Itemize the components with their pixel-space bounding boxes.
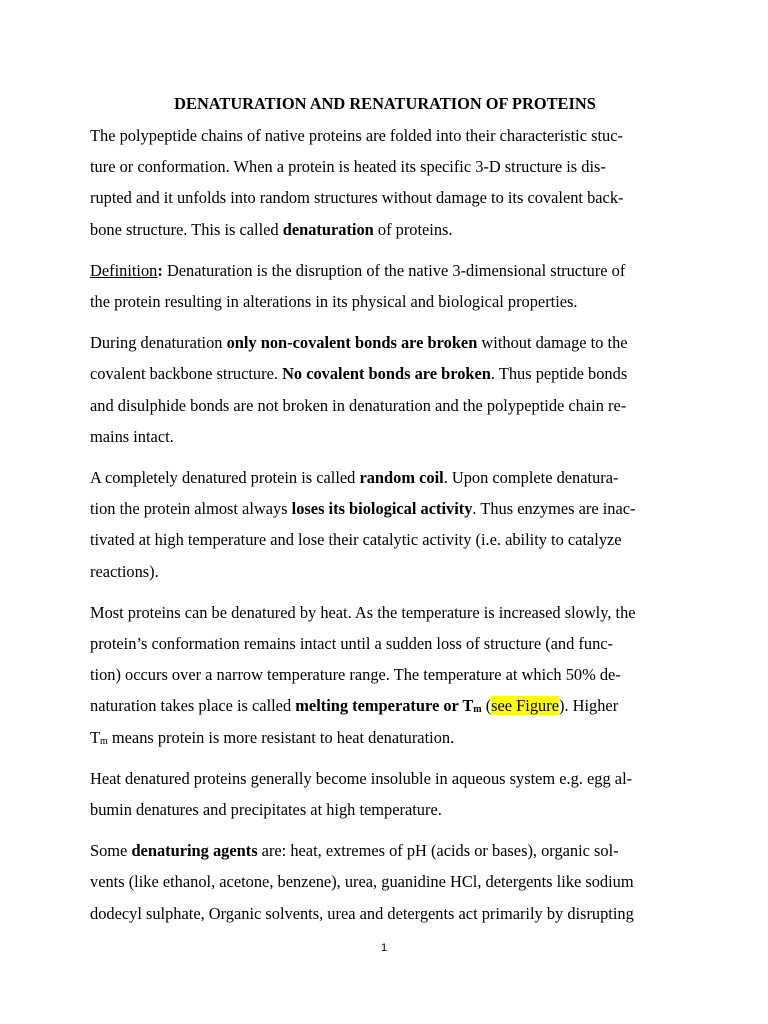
text-line: Heat denatured proteins generally become insoluble in aqueous system e.g. egg al- [90, 768, 633, 788]
text-line: dodecyl sulphate, Organic solvents, urea and detergents act primarily by disrupting [90, 903, 634, 923]
document-page [90, 92, 680, 939]
paragraph-denaturing-agents [90, 835, 680, 929]
text-line [90, 462, 680, 493]
paragraph-intro [90, 120, 680, 245]
paragraph-melting-temperature [90, 597, 680, 753]
text-run: ( [481, 696, 492, 716]
text-line: The polypeptide chains of native proteins are folded into their characteristic stuc- [90, 126, 623, 145]
text-run: ). Higher [558, 696, 619, 716]
text-run: melting temperature or T [295, 696, 474, 716]
text-run: tion the protein almost always [90, 499, 292, 519]
page-number: 1 [380, 942, 388, 954]
text-run: . Thus peptide bonds [490, 364, 628, 384]
text-line: reactions). [90, 561, 159, 581]
text-run: Some [90, 841, 132, 861]
text-run: of proteins. [373, 219, 453, 239]
text-line: tivated at high temperature and lose their catalytic activity (i.e. ability to catalyze [90, 530, 622, 550]
text-line: ture or conformation. When a protein is heated its specific 3-D structure is dis- [90, 157, 606, 177]
page-title: DENATURATION AND RENATURATION OF PROTEINS [174, 94, 596, 113]
definition-label: Definition [90, 260, 158, 280]
bold-term: No covalent bonds are broken [282, 364, 491, 384]
text-line: mains intact. [90, 426, 174, 446]
text-line: Most proteins can be denatured by heat. As the temperature is increased slowly, the [90, 602, 636, 622]
bold-term: random coil [359, 468, 444, 488]
bold-term: denaturing agents [131, 841, 258, 861]
text-run: are: heat, extremes of pH (acids or bases), organic sol- [257, 841, 619, 861]
text-line: rupted and it unfolds into random structures without damage to its covalent back- [90, 188, 624, 208]
text-line [90, 255, 680, 286]
text-line [90, 722, 680, 753]
bold-term: loses its biological activity [291, 499, 473, 519]
subscript: m [100, 735, 108, 747]
text-line: vents (like ethanol, acetone, benzene), urea, guanidine HCl, detergents like sodium [90, 872, 634, 892]
text-line: bumin denatures and precipitates at high temperature. [90, 800, 442, 820]
subscript: m [473, 704, 482, 716]
text-line [90, 690, 680, 721]
text-line [90, 493, 680, 524]
paragraph-bonds [90, 327, 680, 452]
bold-term: only non-covalent bonds are broken [226, 333, 478, 353]
text-run: without damage to the [477, 333, 628, 353]
text-line: the protein resulting in alterations in its physical and biological properties. [90, 292, 578, 312]
text-line [90, 214, 680, 245]
text-run: . Upon complete denatura- [443, 468, 619, 488]
text-run: T [90, 727, 101, 747]
text-line [90, 358, 680, 389]
text-line: protein’s conformation remains intact until a sudden loss of structure (and func- [90, 634, 613, 654]
bold-term [295, 696, 481, 715]
text-run: Denaturation is the disruption of the native 3-dimensional structure of [162, 260, 626, 280]
text-run: A completely denatured protein is called [90, 468, 360, 488]
paragraph-insoluble [90, 763, 680, 825]
bold-term: denaturation [282, 219, 374, 239]
text-run: means protein is more resistant to heat denaturation. [107, 727, 455, 747]
text-line: tion) occurs over a narrow temperature range. The temperature at which 50% de- [90, 665, 621, 685]
paragraph-random-coil [90, 462, 680, 587]
text-run: covalent backbone structure. [90, 364, 283, 384]
text-line: and disulphide bonds are not broken in denaturation and the polypeptide chain re- [90, 395, 627, 415]
text-run: . Thus enzymes are inac- [472, 499, 636, 519]
text-run: During denaturation [90, 333, 227, 353]
text-run: naturation takes place is called [90, 696, 296, 716]
text-run: bone structure. This is called [90, 219, 283, 239]
text-line [90, 835, 680, 866]
text-line [90, 327, 680, 358]
definition-colon: : [157, 260, 163, 280]
highlighted-figure-reference[interactable]: see Figure [491, 696, 559, 716]
paragraph-definition [90, 255, 680, 317]
